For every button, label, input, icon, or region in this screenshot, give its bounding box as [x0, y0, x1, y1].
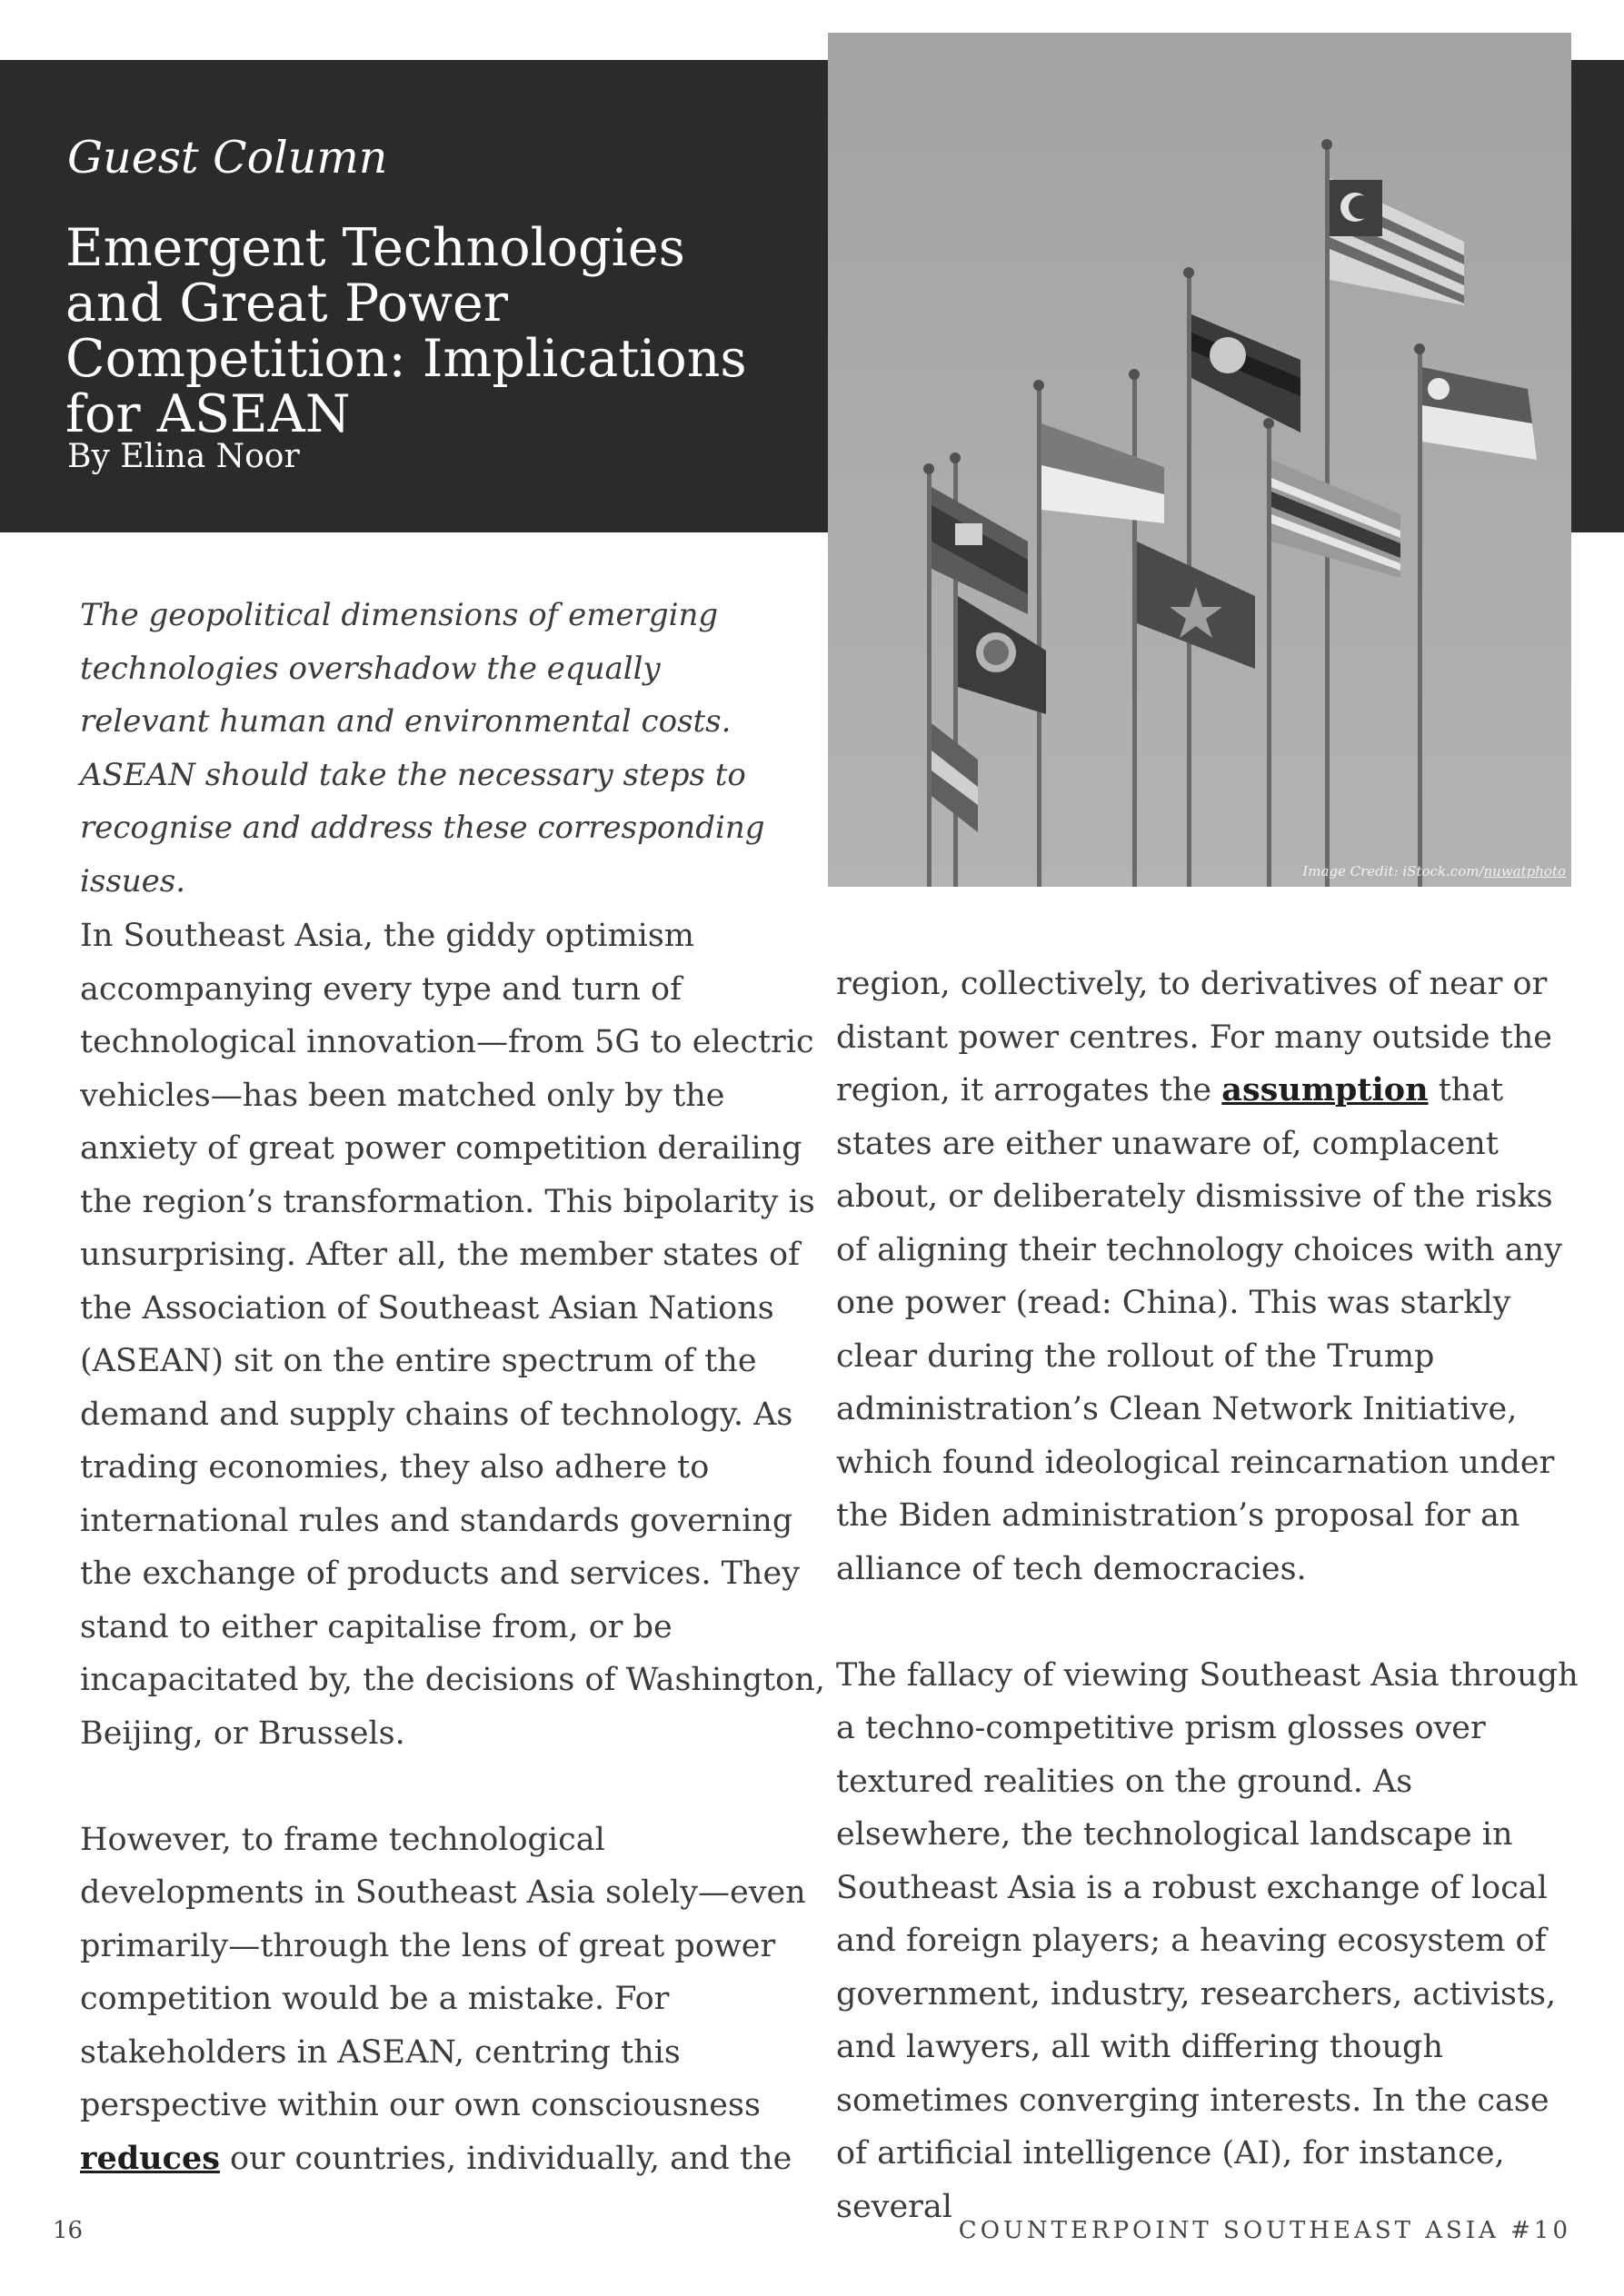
article-headline: Emergent Technologies and Great Power Competition: Implications for ASEAN — [65, 218, 747, 444]
assumption-link[interactable]: assumption — [1221, 1071, 1429, 1108]
body-paragraph: The fallacy of viewing Southeast Asia through a techno-competitive prism glosses over textured realities on the ground. As elsewhere, the technological landscape in Southeast Asia is a robust exchange of local and foreign players; a heaving ecosystem of government, industry, researchers, activists, and lawyers, all with differing though sometimes converging interests. In the case of artificial intelligence (AI), for instance, several — [836, 1656, 1579, 2225]
asean-flags-photo — [828, 33, 1571, 887]
body-paragraph — [80, 1814, 825, 2186]
byline: By Elina Noor — [67, 438, 300, 475]
body-column-left — [80, 909, 825, 2185]
body-text: that states are either unaware of, complacent about, or deliberately dismissive of the risks of aligning their technology choices with any one power (read: China). This was starkly clear during the rollout of the Trump administration’s Clean Network Initiative, which found ideological reincarnation under the Biden administration’s proposal for an alliance of tech democracies. — [836, 1072, 1562, 1587]
photographer-link[interactable]: nuwatphoto — [1483, 863, 1566, 880]
flags-illustration — [828, 33, 1571, 887]
image-credit-prefix: Image Credit: iStock.com/ — [1302, 863, 1484, 880]
article-standfirst: The geopolitical dimensions of emerging technologies overshadow the equally relevant human and environmental costs. ASEAN should take the necessary steps to recognise and address these corresponding issues. — [80, 597, 765, 900]
body-text: region, collectively, to derivatives of near or distant power centres. For many outside the region, it arrogates the — [836, 966, 1552, 1108]
body-column-right — [836, 958, 1581, 2233]
body-text: However, to frame technological developments in Southeast Asia solely—even primarily—through the lens of great power competition would be a mistake. For stakeholders in ASEAN, centring this perspective within our own consciousness — [80, 1821, 806, 2123]
column-kicker: Guest Column — [67, 132, 388, 184]
reduces-link[interactable]: reduces — [80, 2139, 220, 2177]
publication-footer: COUNTERPOINT SOUTHEAST ASIA #10 — [958, 2217, 1571, 2244]
body-paragraph: In Southeast Asia, the giddy optimism accompanying every type and turn of technological innovation—from 5G to electric vehicles—has been matched only by the anxiety of great power competition derailing the region’s transformation. This bipolarity is unsurprising. After all, the member states of the Association of Southeast Asian Nations (ASEAN) sit on the entire spectrum of the demand and supply chains of technology. As trading economies, they also adhere to international rules and standards governing the exchange of products and services. They stand to either capitalise from, or be incapacitated by, the decisions of Washington, Beijing, or Brussels. — [80, 918, 825, 1752]
body-paragraph — [836, 958, 1581, 1595]
image-credit — [1302, 863, 1566, 880]
page-number: 16 — [53, 2217, 84, 2244]
body-text: our countries, individually, and the — [219, 2140, 792, 2177]
